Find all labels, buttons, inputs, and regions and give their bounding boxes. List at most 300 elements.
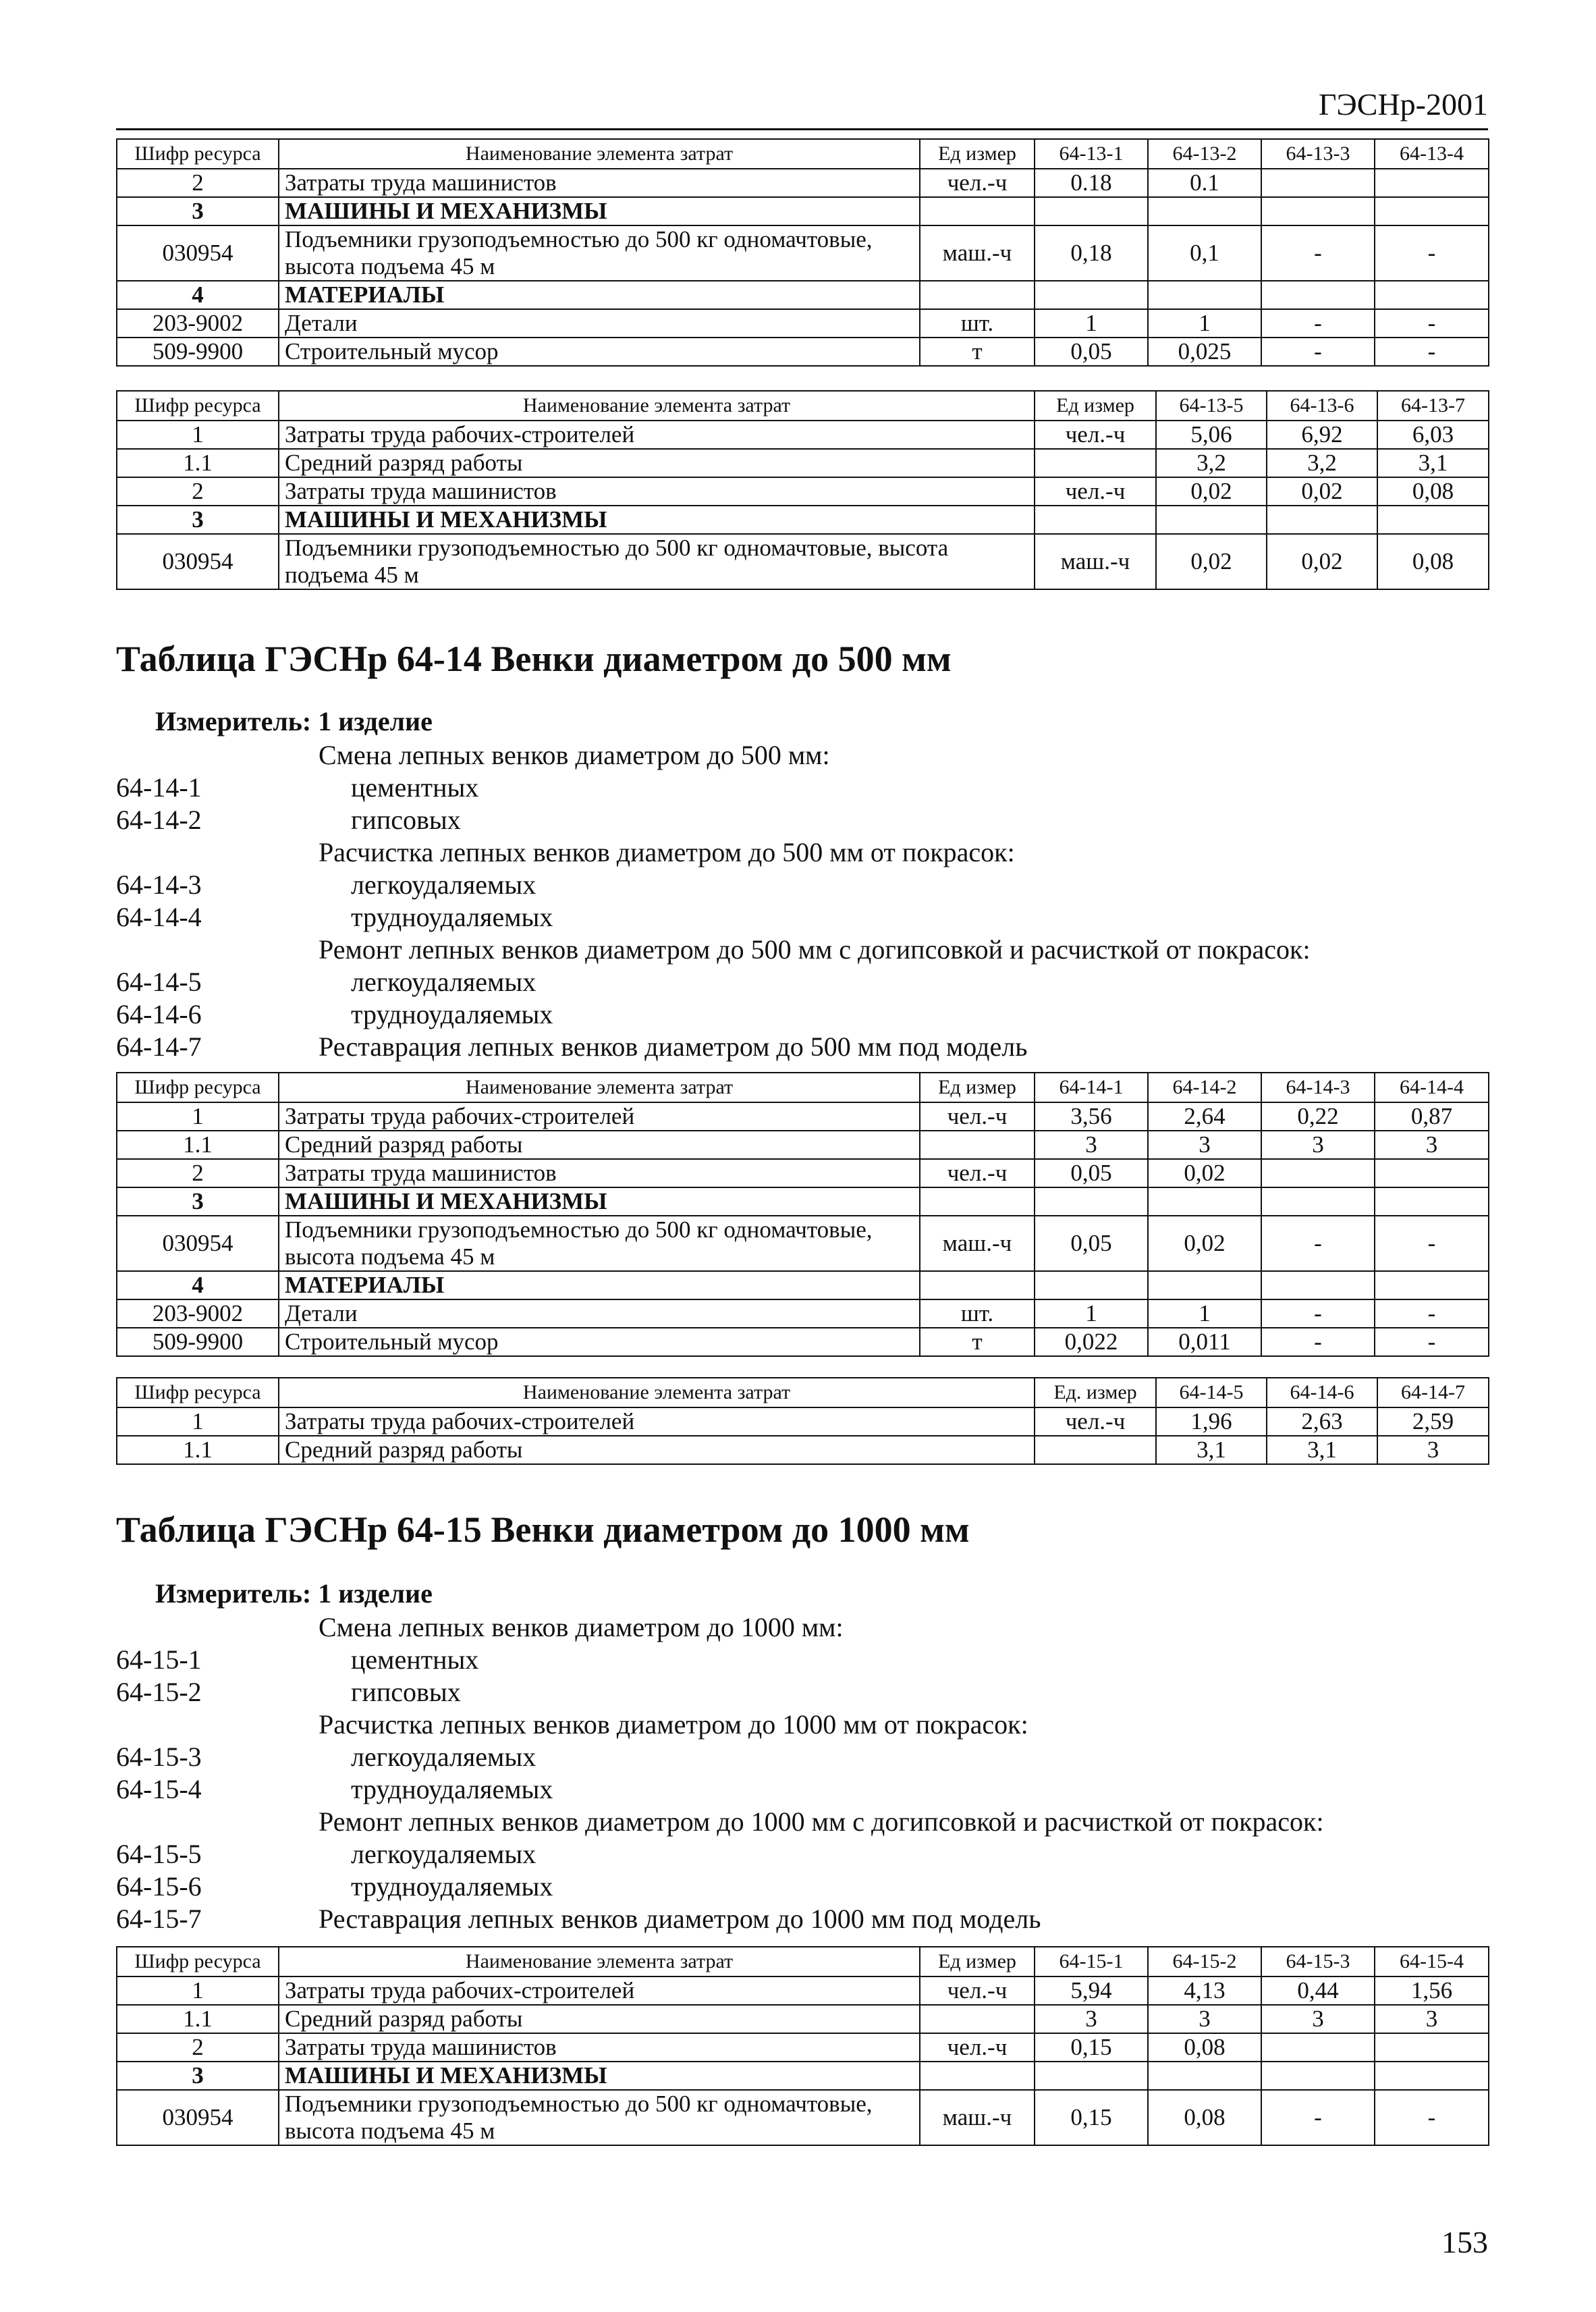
cost-element-name: Затраты труда машинистов <box>279 169 920 197</box>
unit-cell: чел.-ч <box>920 1102 1035 1131</box>
value-cell: - <box>1375 1328 1489 1356</box>
unit-cell: маш.-ч <box>920 2090 1035 2145</box>
norm-description: Расчистка лепных венков диаметром до 500 мм от покрасок: <box>319 837 1015 867</box>
table-row <box>117 449 1489 477</box>
value-cell <box>1148 1187 1261 1216</box>
value-cell <box>1148 281 1261 309</box>
norm-description: трудноудаляемых <box>351 1871 553 1902</box>
col-header-code: Шифр ресурса <box>117 391 279 421</box>
value-cell: 0,02 <box>1156 534 1267 589</box>
unit-cell: чел.-ч <box>1035 1407 1156 1436</box>
cost-element-name: Затраты труда машинистов <box>279 477 1035 506</box>
resource-code: 1.1 <box>117 449 279 477</box>
norm-description: трудноудаляемых <box>351 999 553 1029</box>
value-cell <box>1035 1271 1148 1299</box>
value-cell: 0,44 <box>1261 1977 1375 2005</box>
header-rule <box>116 128 1488 130</box>
resource-code: 1.1 <box>117 1131 279 1159</box>
section-title: МАШИНЫ И МЕХАНИЗМЫ <box>279 197 920 225</box>
value-cell: 1 <box>1148 309 1261 338</box>
table-row <box>117 225 1489 281</box>
table-title-64-14: Таблица ГЭСНр 64-14 Венки диаметром до 500 мм <box>116 639 952 679</box>
value-cell: 0,02 <box>1267 534 1377 589</box>
table-row <box>117 1216 1489 1271</box>
spec-line <box>116 1611 1324 1644</box>
value-cell: 0,05 <box>1035 1159 1148 1187</box>
col-header-norm: 64-13-5 <box>1156 391 1267 421</box>
resource-code: 1 <box>117 421 279 449</box>
value-cell: 3,1 <box>1156 1436 1267 1464</box>
col-header-norm: 64-15-2 <box>1148 1947 1261 1977</box>
table-row <box>117 2090 1489 2145</box>
resource-code: 1.1 <box>117 2005 279 2033</box>
value-cell <box>1375 2033 1489 2062</box>
cost-element-name: Подъемники грузоподъемностью до 500 кг одномачтовые, высота подъема 45 м <box>279 2090 920 2145</box>
value-cell: 3,2 <box>1267 449 1377 477</box>
col-header-code: Шифр ресурса <box>117 1378 279 1407</box>
value-cell: - <box>1375 1299 1489 1328</box>
resource-code: 030954 <box>117 2090 279 2145</box>
value-cell: 5,06 <box>1156 421 1267 449</box>
resource-table-64-14-b <box>116 1377 1489 1465</box>
norm-description: легкоудаляемых <box>351 1839 536 1869</box>
table-header-row <box>117 1378 1489 1407</box>
cost-element-name: Детали <box>279 309 920 338</box>
norm-description: Расчистка лепных венков диаметром до 1000 мм от покрасок: <box>319 1709 1028 1740</box>
table-row <box>117 534 1489 589</box>
unit-cell <box>920 1187 1035 1216</box>
table-row <box>117 1102 1489 1131</box>
col-header-norm: 64-13-6 <box>1267 391 1377 421</box>
col-header-norm: 64-13-3 <box>1261 139 1375 169</box>
norm-code: 64-15-3 <box>116 1742 202 1772</box>
value-cell <box>1035 281 1148 309</box>
value-cell: 1 <box>1148 1299 1261 1328</box>
resource-code: 3 <box>117 1187 279 1216</box>
norm-description: Смена лепных венков диаметром до 500 мм: <box>319 740 830 770</box>
col-header-norm: 64-14-5 <box>1156 1378 1267 1407</box>
spec-line <box>116 739 1311 772</box>
value-cell: 3,56 <box>1035 1102 1148 1131</box>
document-header: ГЭСНр-2001 <box>1318 87 1488 122</box>
norm-code <box>116 1611 319 1644</box>
resource-code: 3 <box>117 197 279 225</box>
table-row <box>117 1977 1489 2005</box>
table-row <box>117 1159 1489 1187</box>
value-cell: - <box>1261 1328 1375 1356</box>
spec-line <box>116 1838 1324 1871</box>
norm-code: 64-14-2 <box>116 805 202 835</box>
value-cell: - <box>1261 1216 1375 1271</box>
col-header-norm: 64-13-2 <box>1148 139 1261 169</box>
resource-code: 030954 <box>117 225 279 281</box>
norm-code: 64-15-1 <box>116 1644 202 1675</box>
value-cell: 0,15 <box>1035 2090 1148 2145</box>
unit-cell: чел.-ч <box>1035 477 1156 506</box>
col-header-norm: 64-15-1 <box>1035 1947 1148 1977</box>
value-cell <box>1375 197 1489 225</box>
table-row <box>117 1187 1489 1216</box>
value-cell <box>1261 169 1375 197</box>
value-cell: 0,022 <box>1035 1328 1148 1356</box>
value-cell <box>1375 1187 1489 1216</box>
value-cell <box>1261 2062 1375 2090</box>
unit-cell: маш.-ч <box>1035 534 1156 589</box>
resource-code: 509-9900 <box>117 338 279 366</box>
cost-element-name: Средний разряд работы <box>279 449 1035 477</box>
value-cell: 0,18 <box>1035 225 1148 281</box>
value-cell: 0,1 <box>1148 225 1261 281</box>
unit-cell <box>1035 449 1156 477</box>
table-row <box>117 421 1489 449</box>
spec-list-64-14 <box>116 739 1311 1063</box>
value-cell: 0,15 <box>1035 2033 1148 2062</box>
value-cell <box>1267 506 1377 534</box>
spec-line <box>116 772 1311 804</box>
cost-element-name: Строительный мусор <box>279 1328 920 1356</box>
unit-cell: шт. <box>920 309 1035 338</box>
resource-code: 4 <box>117 281 279 309</box>
value-cell <box>1377 506 1489 534</box>
resource-code: 2 <box>117 169 279 197</box>
page-number: 153 <box>1441 2225 1488 2259</box>
norm-description: Ремонт лепных венков диаметром до 1000 мм с догипсовкой и расчисткой от покрасок: <box>319 1806 1324 1837</box>
value-cell: 2,63 <box>1267 1407 1377 1436</box>
value-cell <box>1035 2062 1148 2090</box>
col-header-name: Наименование элемента затрат <box>279 391 1035 421</box>
norm-code: 64-14-1 <box>116 772 202 803</box>
value-cell: 0,08 <box>1377 534 1489 589</box>
norm-code: 64-15-5 <box>116 1839 202 1869</box>
unit-cell: чел.-ч <box>920 1159 1035 1187</box>
value-cell: 0,025 <box>1148 338 1261 366</box>
value-cell <box>1261 197 1375 225</box>
col-header-norm: 64-13-7 <box>1377 391 1489 421</box>
cost-element-name: Затраты труда рабочих-строителей <box>279 1407 1035 1436</box>
resource-code: 1 <box>117 1102 279 1131</box>
col-header-norm: 64-14-3 <box>1261 1073 1375 1102</box>
value-cell: 3 <box>1261 2005 1375 2033</box>
table-header-row <box>117 391 1489 421</box>
value-cell: 0,87 <box>1375 1102 1489 1131</box>
col-header-unit: Ед измер <box>920 1073 1035 1102</box>
value-cell <box>1375 2062 1489 2090</box>
col-header-name: Наименование элемента затрат <box>279 139 920 169</box>
spec-line <box>116 934 1311 966</box>
cost-element-name: Средний разряд работы <box>279 2005 920 2033</box>
spec-line <box>116 1741 1324 1773</box>
spec-line <box>116 1871 1324 1903</box>
norm-description: трудноудаляемых <box>351 1774 553 1804</box>
unit-cell <box>920 281 1035 309</box>
value-cell: 0,08 <box>1148 2090 1261 2145</box>
cost-element-name: Средний разряд работы <box>279 1436 1035 1464</box>
table-row <box>117 506 1489 534</box>
norm-code: 64-14-5 <box>116 967 202 997</box>
resource-code: 2 <box>117 2033 279 2062</box>
value-cell: 1 <box>1035 309 1148 338</box>
resource-table-64-14-a <box>116 1072 1489 1357</box>
col-header-norm: 64-14-7 <box>1377 1378 1489 1407</box>
meter-64-14: Измеритель: 1 изделие <box>155 706 433 736</box>
value-cell <box>1375 1271 1489 1299</box>
norm-code <box>116 1709 319 1741</box>
value-cell: - <box>1261 309 1375 338</box>
value-cell: 3 <box>1377 1436 1489 1464</box>
value-cell: 3 <box>1375 2005 1489 2033</box>
col-header-unit: Ед. измер <box>1035 1378 1156 1407</box>
table-row <box>117 1131 1489 1159</box>
col-header-unit: Ед измер <box>920 1947 1035 1977</box>
value-cell <box>1375 169 1489 197</box>
value-cell: - <box>1261 2090 1375 2145</box>
norm-description: гипсовых <box>351 805 461 835</box>
table-row <box>117 281 1489 309</box>
unit-cell <box>1035 506 1156 534</box>
norm-code: 64-15-2 <box>116 1677 202 1707</box>
value-cell: - <box>1375 338 1489 366</box>
norm-description: легкоудаляемых <box>351 967 536 997</box>
col-header-norm: 64-13-1 <box>1035 139 1148 169</box>
table-row <box>117 2033 1489 2062</box>
col-header-norm: 64-13-4 <box>1375 139 1489 169</box>
resource-code: 3 <box>117 506 279 534</box>
col-header-norm: 64-15-3 <box>1261 1947 1375 1977</box>
value-cell <box>1261 1159 1375 1187</box>
resource-code: 4 <box>117 1271 279 1299</box>
value-cell: 1,56 <box>1375 1977 1489 2005</box>
value-cell: 2,59 <box>1377 1407 1489 1436</box>
norm-code: 64-15-7 <box>116 1904 202 1934</box>
col-header-name: Наименование элемента затрат <box>279 1073 920 1102</box>
table-row <box>117 477 1489 506</box>
col-header-code: Шифр ресурса <box>117 1073 279 1102</box>
value-cell <box>1148 197 1261 225</box>
col-header-name: Наименование элемента затрат <box>279 1947 920 1977</box>
value-cell <box>1261 281 1375 309</box>
resource-code: 2 <box>117 477 279 506</box>
value-cell <box>1375 1159 1489 1187</box>
col-header-unit: Ед измер <box>920 139 1035 169</box>
value-cell: 3 <box>1261 1131 1375 1159</box>
meter-64-15: Измеритель: 1 изделие <box>155 1578 433 1609</box>
value-cell: - <box>1261 1299 1375 1328</box>
norm-code <box>116 1806 319 1838</box>
unit-cell: шт. <box>920 1299 1035 1328</box>
spec-line <box>116 998 1311 1031</box>
cost-element-name: Затраты труда машинистов <box>279 1159 920 1187</box>
value-cell: 0.18 <box>1035 169 1148 197</box>
resource-code: 203-9002 <box>117 1299 279 1328</box>
value-cell: 0,02 <box>1148 1159 1261 1187</box>
norm-code: 64-14-7 <box>116 1031 202 1062</box>
resource-table-64-13-b <box>116 390 1489 590</box>
spec-line <box>116 869 1311 901</box>
table-row <box>117 1436 1489 1464</box>
table-row <box>117 169 1489 197</box>
value-cell <box>1035 1187 1148 1216</box>
value-cell: 0,05 <box>1035 1216 1148 1271</box>
value-cell: - <box>1261 225 1375 281</box>
value-cell: 3 <box>1035 2005 1148 2033</box>
value-cell: 4,13 <box>1148 1977 1261 2005</box>
value-cell: 1 <box>1035 1299 1148 1328</box>
norm-code: 64-15-6 <box>116 1871 202 1902</box>
value-cell: 3,1 <box>1267 1436 1377 1464</box>
value-cell: 3 <box>1148 2005 1261 2033</box>
spec-line <box>116 966 1311 998</box>
norm-description: Реставрация лепных венков диаметром до 1000 мм под модель <box>319 1904 1041 1934</box>
value-cell: 0,02 <box>1156 477 1267 506</box>
cost-element-name: Подъемники грузоподъемностью до 500 кг одномачтовые, высота подъема 45 м <box>279 1216 920 1271</box>
norm-description: Реставрация лепных венков диаметром до 500 мм под модель <box>319 1031 1028 1062</box>
table-row <box>117 197 1489 225</box>
spec-line <box>116 804 1311 836</box>
table-header-row <box>117 139 1489 169</box>
table-header-row <box>117 1073 1489 1102</box>
value-cell: 0,08 <box>1377 477 1489 506</box>
value-cell: 2,64 <box>1148 1102 1261 1131</box>
value-cell <box>1261 2033 1375 2062</box>
spec-line <box>116 1644 1324 1676</box>
resource-code: 203-9002 <box>117 309 279 338</box>
value-cell: 3,2 <box>1156 449 1267 477</box>
cost-element-name: Подъемники грузоподъемностью до 500 кг одномачтовые, высота подъема 45 м <box>279 225 920 281</box>
table-row <box>117 1271 1489 1299</box>
resource-table-64-13-a <box>116 138 1489 367</box>
value-cell: 6,92 <box>1267 421 1377 449</box>
value-cell <box>1035 197 1148 225</box>
norm-code: 64-14-4 <box>116 902 202 932</box>
value-cell: 0,011 <box>1148 1328 1261 1356</box>
cost-element-name: Средний разряд работы <box>279 1131 920 1159</box>
unit-cell <box>920 1131 1035 1159</box>
value-cell: - <box>1375 1216 1489 1271</box>
value-cell <box>1261 1271 1375 1299</box>
value-cell <box>1375 281 1489 309</box>
spec-line <box>116 1773 1324 1806</box>
spec-line <box>116 901 1311 934</box>
section-title: МАТЕРИАЛЫ <box>279 281 920 309</box>
value-cell: 0,02 <box>1267 477 1377 506</box>
spec-list-64-15 <box>116 1611 1324 1935</box>
norm-description: Ремонт лепных венков диаметром до 500 мм с догипсовкой и расчисткой от покрасок: <box>319 934 1311 965</box>
norm-code <box>116 739 319 772</box>
col-header-norm: 64-14-1 <box>1035 1073 1148 1102</box>
norm-code: 64-15-4 <box>116 1774 202 1804</box>
unit-cell: т <box>920 1328 1035 1356</box>
value-cell: - <box>1375 309 1489 338</box>
value-cell: 0,02 <box>1148 1216 1261 1271</box>
value-cell: 5,94 <box>1035 1977 1148 2005</box>
resource-code: 030954 <box>117 534 279 589</box>
value-cell: 3,1 <box>1377 449 1489 477</box>
col-header-name: Наименование элемента затрат <box>279 1378 1035 1407</box>
unit-cell: т <box>920 338 1035 366</box>
unit-cell <box>920 2005 1035 2033</box>
value-cell: 0,08 <box>1148 2033 1261 2062</box>
section-title: МАШИНЫ И МЕХАНИЗМЫ <box>279 2062 920 2090</box>
unit-cell: чел.-ч <box>920 169 1035 197</box>
resource-code: 2 <box>117 1159 279 1187</box>
col-header-norm: 64-14-2 <box>1148 1073 1261 1102</box>
spec-line <box>116 1903 1324 1935</box>
resource-table-64-15-a <box>116 1946 1489 2146</box>
unit-cell: маш.-ч <box>920 1216 1035 1271</box>
value-cell <box>1148 1271 1261 1299</box>
cost-element-name: Подъемники грузоподъемностью до 500 кг одномачтовые, высота подъема 45 м <box>279 534 1035 589</box>
value-cell: - <box>1375 2090 1489 2145</box>
table-row <box>117 338 1489 366</box>
value-cell: 3 <box>1148 1131 1261 1159</box>
norm-description: гипсовых <box>351 1677 461 1707</box>
value-cell: - <box>1375 225 1489 281</box>
table-header-row <box>117 1947 1489 1977</box>
section-title: МАШИНЫ И МЕХАНИЗМЫ <box>279 1187 920 1216</box>
cost-element-name: Строительный мусор <box>279 338 920 366</box>
table-title-64-15: Таблица ГЭСНр 64-15 Венки диаметром до 1000 мм <box>116 1509 970 1550</box>
resource-code: 3 <box>117 2062 279 2090</box>
norm-code: 64-14-6 <box>116 999 202 1029</box>
norm-code <box>116 934 319 966</box>
norm-code <box>116 836 319 869</box>
table-row <box>117 2062 1489 2090</box>
spec-line <box>116 1031 1311 1063</box>
table-row <box>117 309 1489 338</box>
spec-line <box>116 836 1311 869</box>
norm-code: 64-14-3 <box>116 869 202 900</box>
spec-line <box>116 1709 1324 1741</box>
cost-element-name: Затраты труда рабочих-строителей <box>279 1102 920 1131</box>
value-cell: 3 <box>1035 1131 1148 1159</box>
resource-code: 030954 <box>117 1216 279 1271</box>
norm-description: легкоудаляемых <box>351 869 536 900</box>
col-header-norm: 64-14-6 <box>1267 1378 1377 1407</box>
value-cell: 0.1 <box>1148 169 1261 197</box>
col-header-unit: Ед измер <box>1035 391 1156 421</box>
unit-cell: маш.-ч <box>920 225 1035 281</box>
norm-description: Смена лепных венков диаметром до 1000 мм: <box>319 1612 844 1642</box>
table-row <box>117 1299 1489 1328</box>
norm-description: трудноудаляемых <box>351 902 553 932</box>
unit-cell: чел.-ч <box>920 1977 1035 2005</box>
cost-element-name: Затраты труда рабочих-строителей <box>279 1977 920 2005</box>
norm-description: легкоудаляемых <box>351 1742 536 1772</box>
unit-cell <box>920 197 1035 225</box>
value-cell: 3 <box>1375 1131 1489 1159</box>
value-cell <box>1148 2062 1261 2090</box>
value-cell <box>1156 506 1267 534</box>
section-title: МАТЕРИАЛЫ <box>279 1271 920 1299</box>
resource-code: 1 <box>117 1977 279 2005</box>
value-cell: - <box>1261 338 1375 366</box>
norm-description: цементных <box>351 1644 479 1675</box>
spec-line <box>116 1806 1324 1838</box>
resource-code: 1 <box>117 1407 279 1436</box>
resource-code: 509-9900 <box>117 1328 279 1356</box>
cost-element-name: Затраты труда машинистов <box>279 2033 920 2062</box>
col-header-code: Шифр ресурса <box>117 1947 279 1977</box>
unit-cell <box>920 1271 1035 1299</box>
value-cell: 0,22 <box>1261 1102 1375 1131</box>
section-title: МАШИНЫ И МЕХАНИЗМЫ <box>279 506 1035 534</box>
value-cell: 6,03 <box>1377 421 1489 449</box>
table-row <box>117 2005 1489 2033</box>
value-cell: 1,96 <box>1156 1407 1267 1436</box>
unit-cell <box>1035 1436 1156 1464</box>
norm-description: цементных <box>351 772 479 803</box>
col-header-code: Шифр ресурса <box>117 139 279 169</box>
